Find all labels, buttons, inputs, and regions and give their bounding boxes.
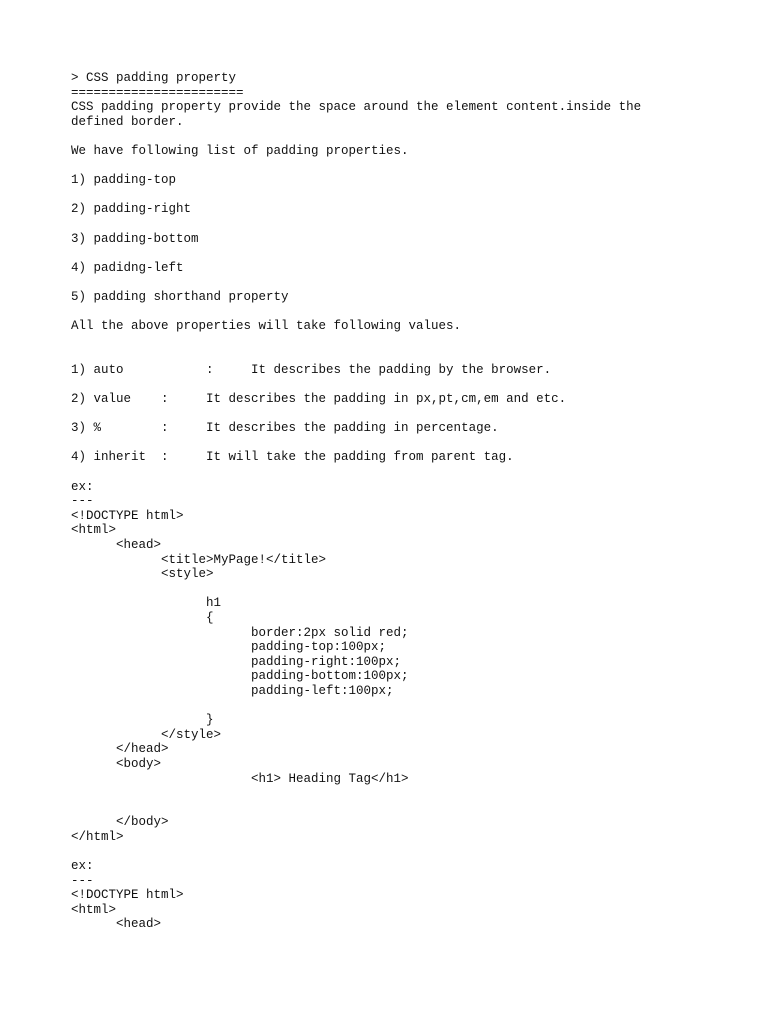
text-line: --- xyxy=(71,873,94,888)
text-line: 3) padding-bottom xyxy=(71,231,199,246)
text-line: <h1> Heading Tag</h1> xyxy=(71,771,409,786)
text-line: 2) value : It describes the padding in px,pt,cm,em and etc. xyxy=(71,392,567,407)
text-line: </body> xyxy=(71,815,169,830)
text-line: <!DOCTYPE html> xyxy=(71,888,184,903)
text-line xyxy=(71,305,711,320)
text-line: ex: xyxy=(71,479,94,494)
text-line: <head> xyxy=(71,538,162,552)
text-line xyxy=(71,407,711,422)
text-line xyxy=(71,275,711,290)
text-line xyxy=(71,129,711,144)
text-line: padding-top:100px; xyxy=(71,640,387,655)
text-line: { xyxy=(71,610,214,625)
text-line: </style> xyxy=(71,727,222,742)
text-line xyxy=(71,159,711,174)
text-line xyxy=(71,377,711,392)
text-line xyxy=(71,786,711,801)
text-line xyxy=(71,465,711,480)
text-line: 1) padding-top xyxy=(71,173,177,188)
text-line: <style> xyxy=(71,567,214,582)
text-line: <!DOCTYPE html> xyxy=(71,508,184,523)
text-line: </html> xyxy=(71,829,124,844)
text-line xyxy=(71,188,711,203)
text-line: <html> xyxy=(71,523,117,538)
text-line: defined border. xyxy=(71,114,184,129)
text-line xyxy=(71,436,711,451)
text-line: > CSS padding property xyxy=(71,71,237,85)
text-line: <body> xyxy=(71,756,162,771)
text-line: padding-bottom:100px; xyxy=(71,669,409,684)
text-line: } xyxy=(71,713,214,728)
text-line: ex: xyxy=(71,859,94,874)
text-line xyxy=(71,801,711,816)
text-line: </head> xyxy=(71,742,169,757)
text-line: <title>MyPage!</title> xyxy=(71,552,327,567)
text-line: 1) auto : It describes the padding by the browser. xyxy=(71,362,552,377)
text-line: 4) padidng-left xyxy=(71,260,184,275)
text-line xyxy=(71,334,711,349)
text-line: 5) padding shorthand property xyxy=(71,289,289,304)
text-line: --- xyxy=(71,494,94,509)
text-line xyxy=(71,348,711,363)
text-line: 2) padding-right xyxy=(71,202,192,217)
text-line xyxy=(71,582,711,597)
text-line: 3) % : It describes the padding in percentage. xyxy=(71,421,499,436)
text-line xyxy=(71,246,711,261)
text-line xyxy=(71,699,711,714)
text-line: All the above properties will take following values. xyxy=(71,319,462,334)
text-line: CSS padding property provide the space around the element content.inside the xyxy=(71,100,642,115)
text-line: 4) inherit : It will take the padding from parent tag. xyxy=(71,450,514,465)
text-line: padding-left:100px; xyxy=(71,683,394,698)
text-line xyxy=(71,217,711,232)
text-line: padding-right:100px; xyxy=(71,654,402,669)
text-line: border:2px solid red; xyxy=(71,625,409,640)
text-line xyxy=(71,844,711,859)
document-page xyxy=(71,71,711,932)
text-line: <head> xyxy=(71,917,162,932)
text-line: <html> xyxy=(71,902,117,917)
text-line: ======================= xyxy=(71,85,244,100)
text-line: We have following list of padding properties. xyxy=(71,143,409,158)
text-line: h1 xyxy=(71,596,222,611)
